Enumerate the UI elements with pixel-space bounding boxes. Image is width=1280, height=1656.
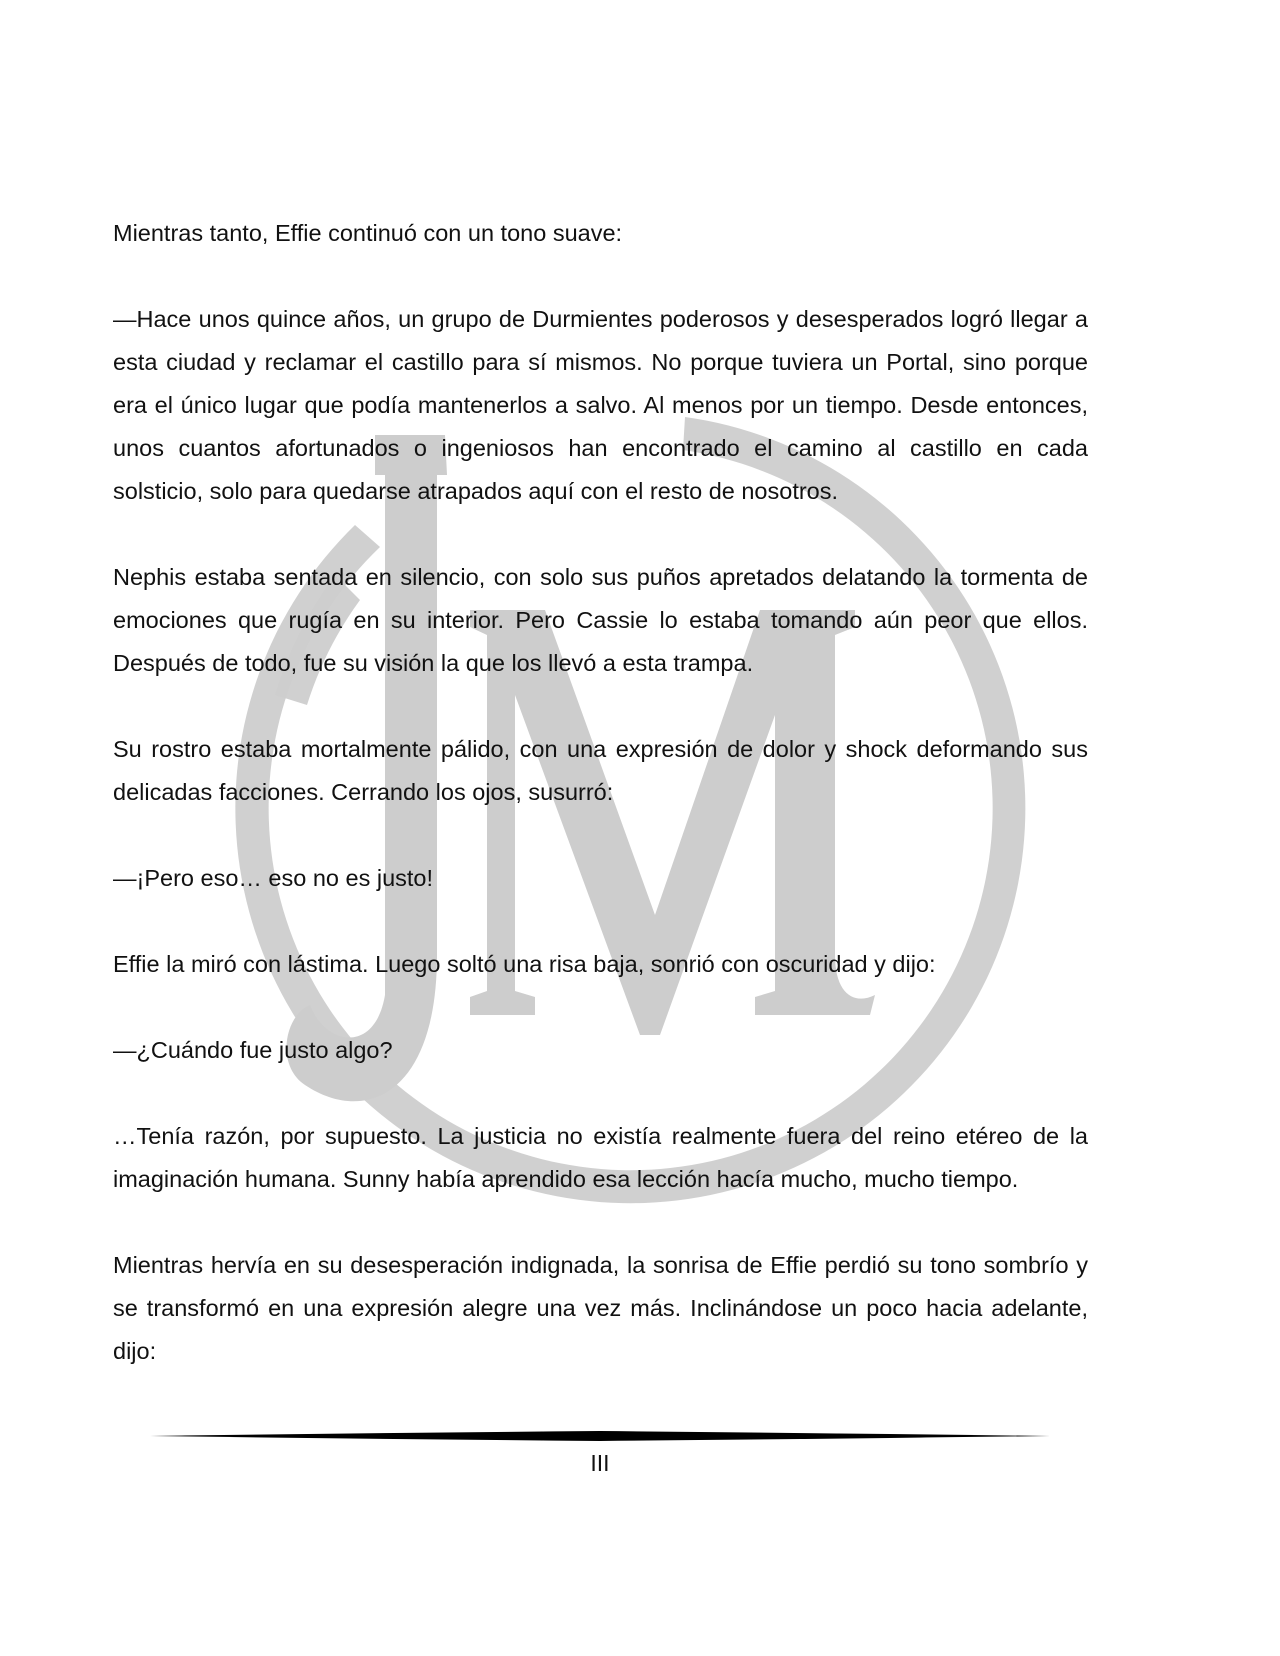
page-number: III <box>590 1450 610 1476</box>
paragraph: —¡Pero eso… eso no es justo! <box>113 865 434 891</box>
paragraph: Su rostro estaba mortalmente pálido, con una expresión de dolor y shock deformando sus delicadas facciones. Cerrando los ojos, susurró: <box>113 736 1088 805</box>
paragraph: Nephis estaba sentada en silencio, con solo sus puños apretados delatando la tormenta de emociones que rugía en su interior. Pero Cassie lo estaba tomando aún peor que ellos. Después de todo, fue su visión la que los llevó a esta trampa. <box>113 564 1088 676</box>
footer-divider <box>150 1430 1050 1442</box>
paragraph: Mientras hervía en su desesperación indignada, la sonrisa de Effie perdió su tono sombrío y se transformó en una expresión alegre una vez más. Inclinándose un poco hacia adelante, dijo: <box>113 1252 1088 1364</box>
body-text <box>113 212 1088 1416</box>
paragraph: …Tenía razón, por supuesto. La justicia no existía realmente fuera del reino etéreo de la imaginación humana. Sunny había aprendido esa lección hacía mucho, mucho tiempo. <box>113 1123 1088 1192</box>
paragraph: —¿Cuándo fue justo algo? <box>113 1037 393 1063</box>
paragraph: Mientras tanto, Effie continuó con un tono suave: <box>113 220 623 246</box>
paragraph: —Hace unos quince años, un grupo de Durmientes poderosos y desesperados logró llegar a esta ciudad y reclamar el castillo para sí mismos. No porque tuviera un Portal, sino porque era el único lugar que podía mantenerlos a salvo. Al menos por un tiempo. Desde entonces, unos cuantos afortunados o ingeniosos han encontrado el camino al castillo en cada solsticio, solo para quedarse atrapados aquí con el resto de nosotros. <box>113 306 1088 504</box>
paragraph: Effie la miró con lástima. Luego soltó una risa baja, sonrió con oscuridad y dijo: <box>113 951 936 977</box>
